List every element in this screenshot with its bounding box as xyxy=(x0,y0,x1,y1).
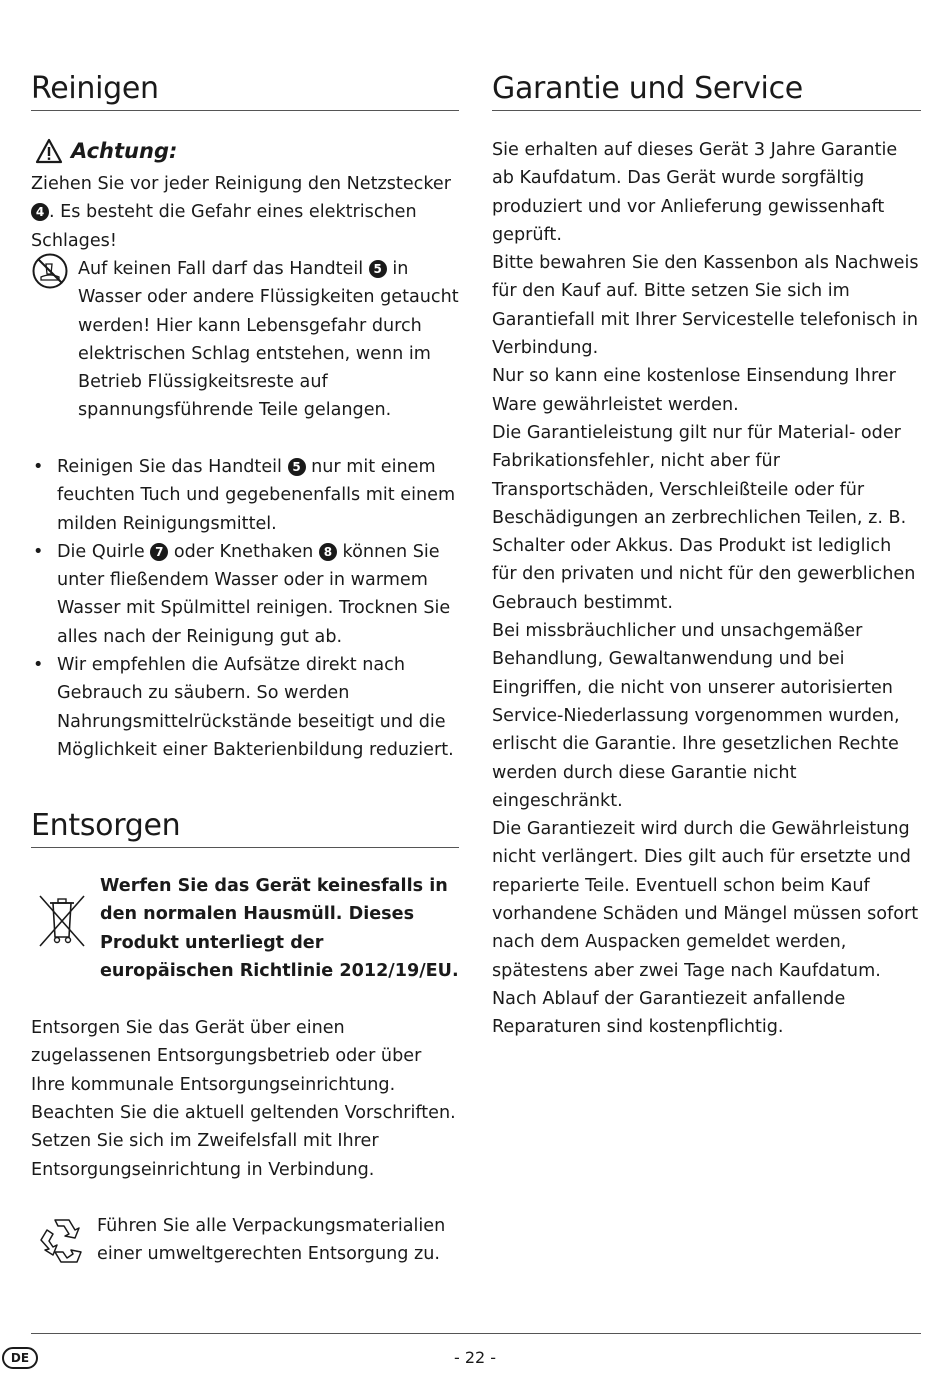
no-water-immersion-icon xyxy=(31,252,69,294)
immersion-text-part: in Wasser oder andere Flüssigkeiten getaucht werden! Hier kann Lebensgefahr durch elektrischen Schlag entstehen, wenn im Betrieb Flüssigkeitsreste auf spannungsführende Teile gelangen. xyxy=(78,259,459,421)
warranty-paragraph: Nur so kann eine kostenlose Einsendung Ihrer Ware gewährleistet werden. xyxy=(492,366,896,415)
heading-rule xyxy=(31,110,459,111)
warning-text-part: . Es besteht die Gefahr eines elektrischen Schlages! xyxy=(31,202,417,251)
list-item: • Wir empfehlen die Aufsätze direkt nach Gebrauch zu säubern. So werden Nahrungsmittelrückstände beseitigt und die Möglichkeit einer Bakterienbildung reduziert. xyxy=(31,651,459,764)
cleaning-bullet-list xyxy=(31,453,459,764)
list-item xyxy=(31,453,459,538)
part-badge-5: 5 xyxy=(288,458,306,476)
warranty-paragraph: Bitte bewahren Sie den Kassenbon als Nachweis für den Kauf auf. Bitte setzen Sie sich im Garantiefall mit Ihrer Servicestelle telefonisch in Verbindung. xyxy=(492,253,919,359)
heading-rule xyxy=(31,847,459,848)
packaging-recycling-text: Führen Sie alle Verpackungsmaterialien einer umweltgerechten Entsorgung zu. xyxy=(97,1216,446,1265)
immersion-warning-text xyxy=(78,255,459,425)
warranty-paragraph: Die Garantieleistung gilt nur für Material- oder Fabrikationsfehler, nicht aber für Transportschäden, Verschleißteile oder für Beschädigungen an zerbrechlichen Teilen, z. B. Schalter oder Akkus. Das Produkt ist lediglich für den privaten und nicht für den gewerblichen Gebrauch bestimmt. xyxy=(492,422,916,613)
warranty-text-block xyxy=(492,136,921,1042)
recycling-icon xyxy=(33,1214,91,1272)
warranty-paragraph: Die Garantiezeit wird durch die Gewährleistung nicht verlängert. Dies gilt auch für ersetzte und reparierte Teile. Eventuell schon beim Kauf vorhandene Schäden und Mängel müssen sofort nach dem Auspacken gemeldet werden, spätestens aber zwei Tage nach Kaufdatum. Nach Ablauf der Garantiezeit anfallende Reparaturen sind kostenpflichtig. xyxy=(492,819,919,1038)
weee-directive-text: Werfen Sie das Gerät keinesfalls in den normalen Hausmüll. Dieses Produkt unterliegt der europäischen Richtlinie 2012/19/EU. xyxy=(100,876,459,981)
section-heading-reinigen: Reinigen xyxy=(31,71,159,106)
warranty-paragraph: Bei missbräuchlicher und unsachgemäßer Behandlung, Gewaltanwendung und bei Eingriffen, die nicht von unserer autorisierten Service-Niederlassung vorgenommen wurden, erlischt die Garantie. Ihre gesetzlichen Rechte werden durch diese Garantie nicht eingeschränkt. xyxy=(492,621,900,811)
bullet-text: oder Knethaken xyxy=(173,541,314,562)
bullet-text: können Sie unter fließendem Wasser oder in warmem Wasser mit Spülmittel reinigen. Trocknen Sie alles nach der Reinigung gut ab. xyxy=(57,541,451,647)
bullet-text: nur mit einem feuchten Tuch und gegebenenfalls mit einem milden Reinigungsmittel. xyxy=(57,457,456,534)
part-badge-4: 4 xyxy=(31,203,49,221)
part-badge-7: 7 xyxy=(150,543,168,561)
immersion-text-part: Auf keinen Fall darf das Handteil xyxy=(78,259,364,279)
crossed-out-wheelie-bin-icon xyxy=(37,893,87,953)
section-heading-entsorgen: Entsorgen xyxy=(31,808,181,843)
disposal-paragraph: Entsorgen Sie das Gerät über einen zugelassenen Entsorgungsbetrieb oder über Ihre kommunale Entsorgungseinrichtung. xyxy=(31,1018,422,1095)
list-item xyxy=(31,538,459,651)
warning-title: Achtung: xyxy=(71,139,178,163)
footer-rule xyxy=(31,1333,921,1334)
warning-text xyxy=(31,170,459,255)
part-badge-5: 5 xyxy=(369,260,387,278)
part-badge-8: 8 xyxy=(319,543,337,561)
section-heading-garantie: Garantie und Service xyxy=(492,71,803,106)
bullet-text: Die Quirle xyxy=(57,541,145,562)
warning-triangle-icon xyxy=(35,138,63,168)
page-number: - 22 - xyxy=(453,1348,497,1367)
language-badge: DE xyxy=(2,1347,38,1369)
bullet-text: Reinigen Sie das Handteil xyxy=(57,457,282,477)
regulations-paragraph: Beachten Sie die aktuell geltenden Vorschriften. Setzen Sie sich im Zweifelsfall mit Ihrer Entsorgungseinrichtung in Verbindung. xyxy=(31,1103,456,1180)
warning-text-part: Ziehen Sie vor jeder Reinigung den Netzstecker xyxy=(31,174,451,194)
heading-rule xyxy=(492,110,921,111)
warranty-paragraph: Sie erhalten auf dieses Gerät 3 Jahre Garantie ab Kaufdatum. Das Gerät wurde sorgfältig produziert und vor Anlieferung gewissenhaft geprüft. xyxy=(492,140,898,245)
